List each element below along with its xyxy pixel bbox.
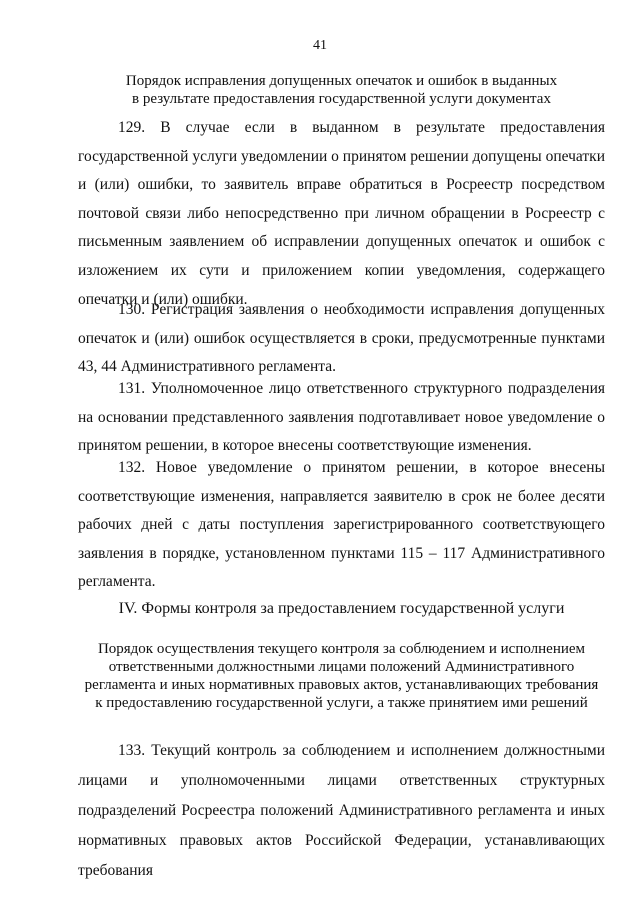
paragraph-131: 131. Уполномоченное лицо ответственного структурного подразделения на основании представленного заявления подготавливает новое уведомление о принятом решении, в которое внесены соответствующие изменения. bbox=[78, 380, 605, 455]
paragraph-133: 133. Текущий контроль за соблюдением и исполнением должностными лицами и уполномоченными лицами ответственных структурных подразделений Росреестра положений Административного регламента и иных нормативных правовых актов Российской Федерации, устанавливающих требования bbox=[78, 742, 605, 879]
heading-control-line-3: регламента и иных нормативных правовых актов, устанавливающих требования bbox=[84, 677, 599, 693]
heading-corrections bbox=[78, 72, 605, 108]
heading-corrections-line-2: в результате предоставления государственной услуги документах bbox=[132, 91, 551, 107]
heading-control-line-1: Порядок осуществления текущего контроля за соблюдением и исполнением bbox=[97, 641, 586, 657]
paragraph-130: 130. Регистрация заявления о необходимости исправления допущенных опечаток и (или) ошибок осуществляется в сроки, предусмотренные пунктами 43, 44 Административного регламента. bbox=[78, 301, 605, 376]
heading-corrections-line-1: Порядок исправления допущенных опечаток и ошибок в выданных bbox=[125, 73, 558, 89]
heading-control-line-2: ответственными должностными лицами положений Административного bbox=[108, 659, 575, 675]
heading-control bbox=[78, 640, 605, 712]
page-number: 41 bbox=[313, 38, 327, 53]
paragraph-129: 129. В случае если в выданном в результате предоставления государственной услуги уведомлении о принятом решении допущены опечатки и (или) ошибки, то заявитель вправе обратиться в Росреестр посредством почтовой связи либо непосредственно при личном обращении в Росреестр с письменным заявлением об исправлении допущенных опечаток и ошибок с изложением их сути и приложением копии уведомления, содержащего опечатки и (или) ошибки. bbox=[78, 119, 605, 308]
section-title-iv: IV. Формы контроля за предоставлением государственной услуги bbox=[118, 600, 565, 617]
paragraph-132: 132. Новое уведомление о принятом решении, в которое внесены соответствующие изменения, направляется заявителю в срок не более десяти рабочих дней с даты поступления зарегистрированного соответствующего заявления в порядке, установленном пунктами 115 – 117 Административного регламента. bbox=[78, 459, 605, 591]
heading-control-line-4: к предоставлению государственной услуги, а также принятием ими решений bbox=[95, 695, 588, 711]
